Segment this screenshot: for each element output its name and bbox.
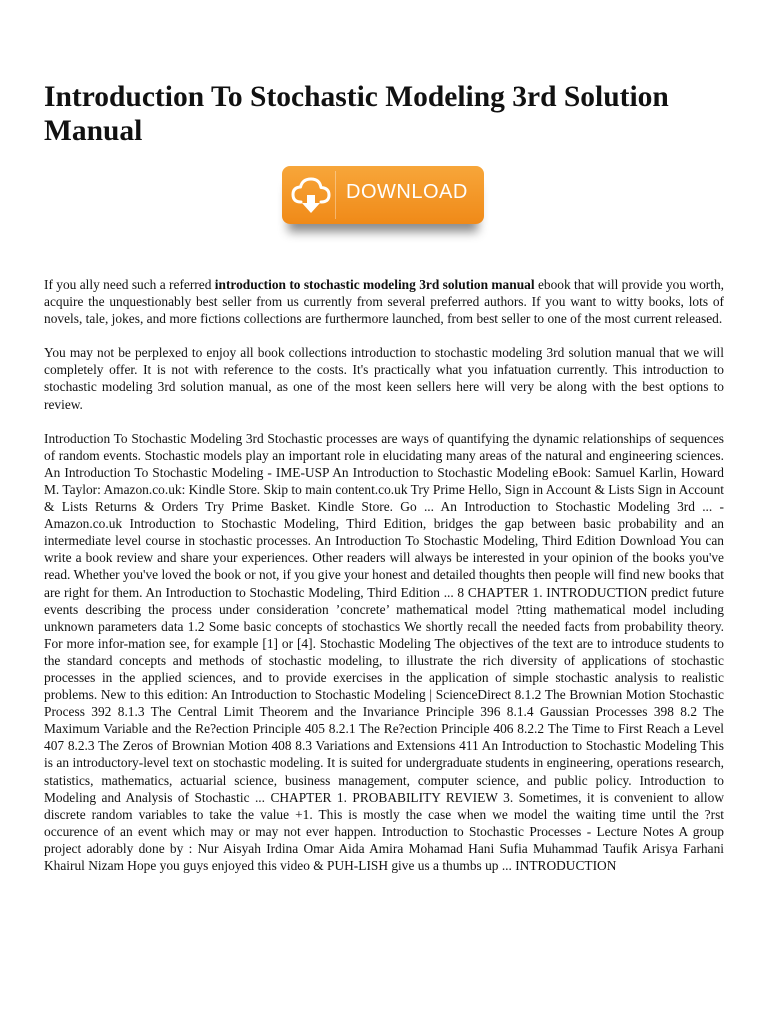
download-area xyxy=(282,166,484,246)
download-label: DOWNLOAD xyxy=(346,181,468,203)
cloud-download-icon xyxy=(287,171,336,219)
paragraph-1-bold: introduction to stochastic modeling 3rd solution manual xyxy=(214,277,535,292)
paragraph-1-intro: If you ally need such a referred xyxy=(44,277,215,292)
paragraph-2: You may not be perplexed to enjoy all book collections introduction to stochastic modeling 3rd solution manual that we will completely offer. It is not with reference to the costs. It's practically what you infatuation currently. This introduction to stochastic modeling 3rd solution manual, as one of the most keen sellers here will very be along with the best options to review. xyxy=(44,345,724,412)
paragraph-3: Introduction To Stochastic Modeling 3rd Stochastic processes are ways of quantifying the dynamic relationships of sequences of random events. Stochastic models play an important role in elucidating many areas of the natural and engineering sciences. An Introduction To Stochastic Modeling - IME-USP An Introduction to Stochastic Modeling eBook: Samuel Karlin, Howard M. Taylor: Amazon.co.uk: Kindle Store. Skip to main content.co.uk Try Prime Hello, Sign in Account & Lists Sign in Account & Lists Returns & Orders Try Prime Basket. Kindle Store. Go ... An Introduction to Stochastic Modeling 3rd ... - Amazon.co.uk Introduction to Stochastic Modeling, Third Edition, bridges the gap between basic probability and an intermediate level course in stochastic processes. An Introduction To Stochastic Modeling, Third Edition Download You can write a book review and share your experiences. Other readers will always be interested in your opinion of the books you've read. Whether you've loved the book or not, if you give your honest and detailed thoughts then people will find new books that are right for them. An Introduction to Stochastic Modeling, Third Edition ... 8 CHAPTER 1. INTRODUCTION predict future events describing the process under consideration ’concrete’ mathematical model ?tting mathematical model including unknown parameters data 1.2 Some basic concepts of stochastics We shortly recall the needed facts from probability theory. For more infor-mation see, for example [1] or [4]. Stochastic Modeling The objectives of the text are to introduce students to the standard concepts and methods of stochastic modeling, to illustrate the rich diversity of applications of stochastic processes in the applied sciences, and to provide exercises in the application of simple stochastic analysis to realistic problems. New to this edition: An Introduction to Stochastic Modeling | ScienceDirect 8.1.2 The Brownian Motion Stochastic Process 392 8.1.3 The Central Limit Theorem and the Invariance Principle 396 8.1.4 Gaussian Processes 398 8.2 The Maximum Variable and the Re?ection Principle 405 8.2.1 The Re?ection Principle 406 8.2.2 The Time to First Reach a Level 407 8.2.3 The Zeros of Brownian Motion 408 8.3 Variations and Extensions 411 An Introduction to Stochastic Modeling This is an introductory-level text on stochastic modeling. It is suited for undergraduate students in engineering, operations research, statistics, mathematics, actuarial science, business management, computer science, and public policy. Introduction to Modeling and Analysis of Stochastic ... CHAPTER 1. PROBABILITY REVIEW 3. Sometimes, it is convenient to allow discrete random variables to take the value +1. This is mostly the case when we model the waiting time until the ?rst occurence of an event which may or may not ever happen. Introduction to Stochastic Processes - Lecture Notes A group project adorably done by : Nur Aisyah Irdina Omar Aida Amira Mohamad Hani Sufia Muhammad Taufik Arisya Farhani Khairul Nizam Hope you guys enjoyed this video & PUH-LISH give us a thumbs up ... INTRODUCTION xyxy=(44,430,724,873)
article-body xyxy=(44,276,724,874)
paragraph-1 xyxy=(44,276,724,327)
download-button[interactable] xyxy=(282,166,484,224)
page-title: Introduction To Stochastic Modeling 3rd Solution Manual xyxy=(44,81,669,147)
paragraph-1-rest: ebook that will provide you worth, acquire the unquestionably best seller from us currently from several preferred authors. If you want to witty books, lots of novels, tale, jokes, and more fictions collections are furthermore launched, from best seller to one of the most current released. xyxy=(44,277,724,327)
